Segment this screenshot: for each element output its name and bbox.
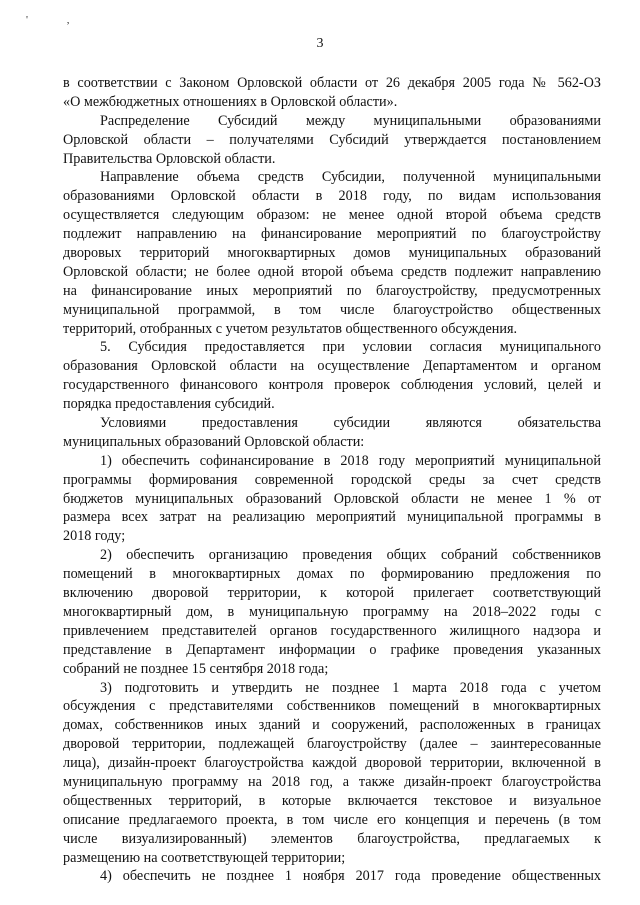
text-line: многоквартирный дом, в муниципальную программу на 2018–2022 годы с bbox=[63, 603, 601, 620]
text-line: привлечением представителей органов государственного жилищного надзора и bbox=[63, 622, 601, 639]
text-line: лица), дизайн-проект благоустройства каждой дворовой территории, включенной в bbox=[63, 755, 601, 772]
text-line: 4) обеспечить не позднее 1 ноября 2017 года проведение общественных bbox=[100, 868, 601, 885]
text-line: дворовой территории, подлежащей благоустройству (далее – заинтересованные bbox=[63, 736, 601, 753]
text-line: образования Орловской области на осуществление Департаментом и органом bbox=[63, 358, 601, 375]
document-body bbox=[63, 74, 601, 886]
text-line: 5. Субсидия предоставляется при условии согласия муниципального bbox=[100, 339, 601, 356]
stray-marks: ' , bbox=[26, 14, 88, 26]
text-line: общественных территорий, в которые включается текстовое и визуальное bbox=[63, 792, 601, 809]
text-line: на финансирование иных мероприятий по благоустройству, предусмотренных bbox=[63, 282, 601, 299]
text-line: территорий, отобранных с учетом результатов общественного обсуждения. bbox=[63, 320, 518, 337]
text-line: Распределение Субсидий между муниципальными образованиями bbox=[100, 112, 601, 129]
text-line: описание предлагаемого проекта, в том числе его концепция и перечень (в том bbox=[63, 811, 601, 828]
text-line: 2) обеспечить организацию проведения общих собраний собственников bbox=[100, 547, 601, 564]
text-line: «О межбюджетных отношениях в Орловской области». bbox=[63, 93, 398, 110]
text-line: 2018 году; bbox=[63, 528, 126, 545]
text-line: бюджетов муниципальных образований Орловской области не менее 1 % от bbox=[63, 490, 601, 507]
text-line: Орловской области; не более одной второй объема средств подлежит направлению bbox=[63, 263, 601, 280]
text-line: программы формирования современной городской среды за счет средств bbox=[63, 471, 601, 488]
page-number: 3 bbox=[316, 36, 324, 51]
text-line: подлежит направлению на финансирование мероприятий по благоустройству bbox=[63, 226, 601, 243]
text-line: муниципальную программу на 2018 год, а также дизайн-проект благоустройства bbox=[63, 773, 601, 790]
text-line: дворовых территорий многоквартирных домов муниципальных образований bbox=[63, 245, 601, 262]
text-line: числе визуализированный) элементов благоустройства, предлагаемых к bbox=[63, 830, 601, 847]
text-line: представление в Департамент информации о графике проведения указанных bbox=[63, 641, 601, 658]
text-line: размера всех затрат на реализацию мероприятий муниципальной программы в bbox=[63, 509, 601, 526]
text-line: обсуждения с представителями собственников помещений в многоквартирных bbox=[63, 698, 601, 715]
text-line: образованиями Орловской области в 2018 году, по видам использования bbox=[63, 188, 601, 205]
text-line: собраний не позднее 15 сентября 2018 года; bbox=[63, 660, 329, 677]
text-line: включению дворовой территории, к которой прилегает соответствующий bbox=[63, 585, 601, 602]
text-line: помещений в многоквартирных домах по формированию предложения по bbox=[63, 566, 601, 583]
text-line: муниципальных образований Орловской области: bbox=[63, 433, 365, 450]
text-line: Орловской области – получателями Субсидий утверждается постановлением bbox=[63, 131, 601, 148]
text-line: Направление объема средств Субсидии, полученной муниципальными bbox=[100, 169, 601, 186]
text-line: Условиями предоставления субсидии являются обязательства bbox=[100, 415, 601, 432]
text-line: размещению на соответствующей территории; bbox=[63, 849, 346, 866]
text-line: муниципальной программой, в том числе благоустройство общественных bbox=[63, 301, 601, 318]
text-line: 1) обеспечить софинансирование в 2018 году мероприятий муниципальной bbox=[100, 452, 601, 469]
text-line: осуществляется следующим образом: не менее одной второй объема средств bbox=[63, 207, 601, 224]
text-line: порядка предоставления субсидий. bbox=[63, 396, 275, 413]
text-line: государственного финансового контроля проверок соблюдения условий, целей и bbox=[63, 377, 601, 394]
text-line: Правительства Орловской области. bbox=[63, 150, 276, 167]
text-line: 3) подготовить и утвердить не позднее 1 марта 2018 года с учетом bbox=[100, 679, 601, 696]
text-line: домах, собственников иных зданий и сооружений, расположенных в границах bbox=[63, 717, 601, 734]
text-line: в соответствии с Законом Орловской области от 26 декабря 2005 года № 562-ОЗ bbox=[63, 75, 601, 91]
